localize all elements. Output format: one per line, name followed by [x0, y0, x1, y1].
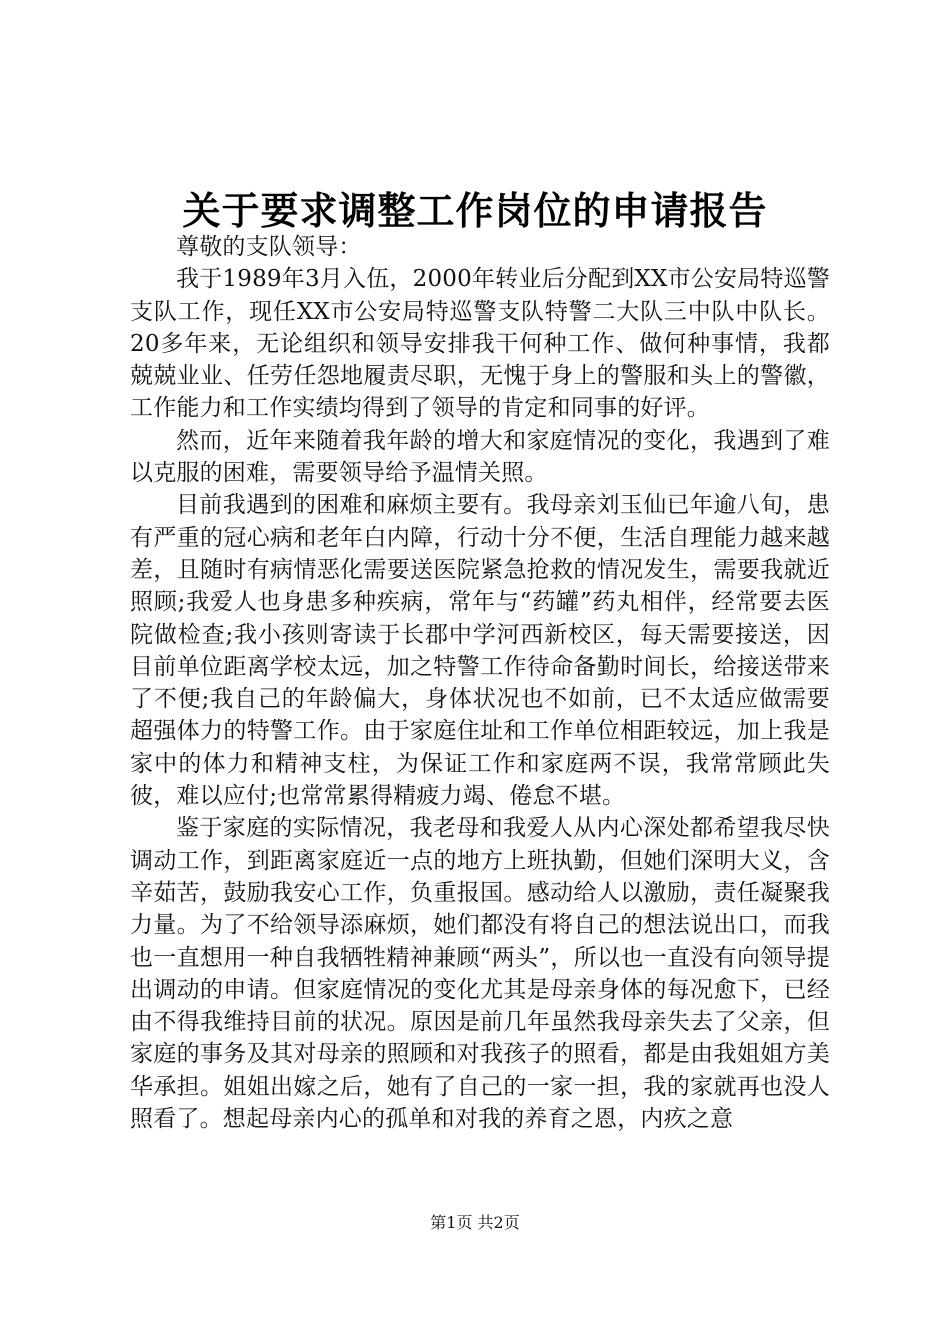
- body-paragraph-3: 目前我遇到的困难和麻烦主要有。我母亲刘玉仙已年逾八旬，患有严重的冠心病和老年白内障，行动十分不便，生活自理能力越来越差，且随时有病情恶化需要送医院紧急抢救的情况发生，需要我就近照顾;我爱人也身患多种疾病，常年与“药罐”药丸相伴，经常要去医院做检查;我小孩则寄读于长郡中学河西新校区，每天需要接送，因目前单位距离学校太远，加之特警工作待命备勤时间长，给接送带来了不便;我自己的年龄偏大，身体状况也不如前，已不太适应做需要超强体力的特警工作。由于家庭住址和工作单位相距较远，加上我是家中的体力和精神支柱，为保证工作和家庭两不误，我常常顾此失彼，难以应付;也常常累得精疲力竭、倦怠不堪。: [130, 492, 830, 810]
- body-paragraph-1: 我于1989年3月入伍，2000年转业后分配到XX市公安局特巡警支队工作，现任XX市公安局特巡警支队特警二大队三中队中队长。20多年来，无论组织和领导安排我干何种工作、做何种事情，我都兢兢业业、任劳任怨地履责尽职，无愧于身上的警服和头上的警徽，工作能力和工作实绩均得到了领导的肯定和同事的好评。: [130, 266, 830, 422]
- page-number-footer: 第1页 共2页: [430, 1213, 520, 1232]
- body-paragraph-2: 然而，近年来随着我年龄的增大和家庭情况的变化，我遇到了难以克服的困难，需要领导给予温情关照。: [130, 427, 830, 487]
- body-paragraph-4: 鉴于家庭的实际情况，我老母和我爱人从内心深处都希望我尽快调动工作，到距离家庭近一点的地方上班执勤，但她们深明大义，含辛茹苦，鼓励我安心工作，负重报国。感动给人以激励，责任凝聚我力量。为了不给领导添麻烦，她们都没有将自己的想法说出口，而我也一直想用一种自我牺牲精神兼顾“两头”，所以也一直没有向领导提出调动的申请。但家庭情况的变化尤其是母亲身体的每况愈下，已经由不得我维持目前的状况。原因是前几年虽然我母亲失去了父亲，但家庭的事务及其对母亲的照顾和对我孩子的照看，都是由我姐姐方美华承担。姐姐出嫁之后，她有了自己的一家一担，我的家就再也没人照看了。想起母亲内心的孤单和对我的养育之恩，内疚之意: [130, 815, 830, 1133]
- document-body: [130, 231, 830, 1135]
- document-title: 关于要求调整工作岗位的申请报告: [182, 188, 768, 233]
- salutation-paragraph: 尊敬的支队领导：: [176, 234, 362, 260]
